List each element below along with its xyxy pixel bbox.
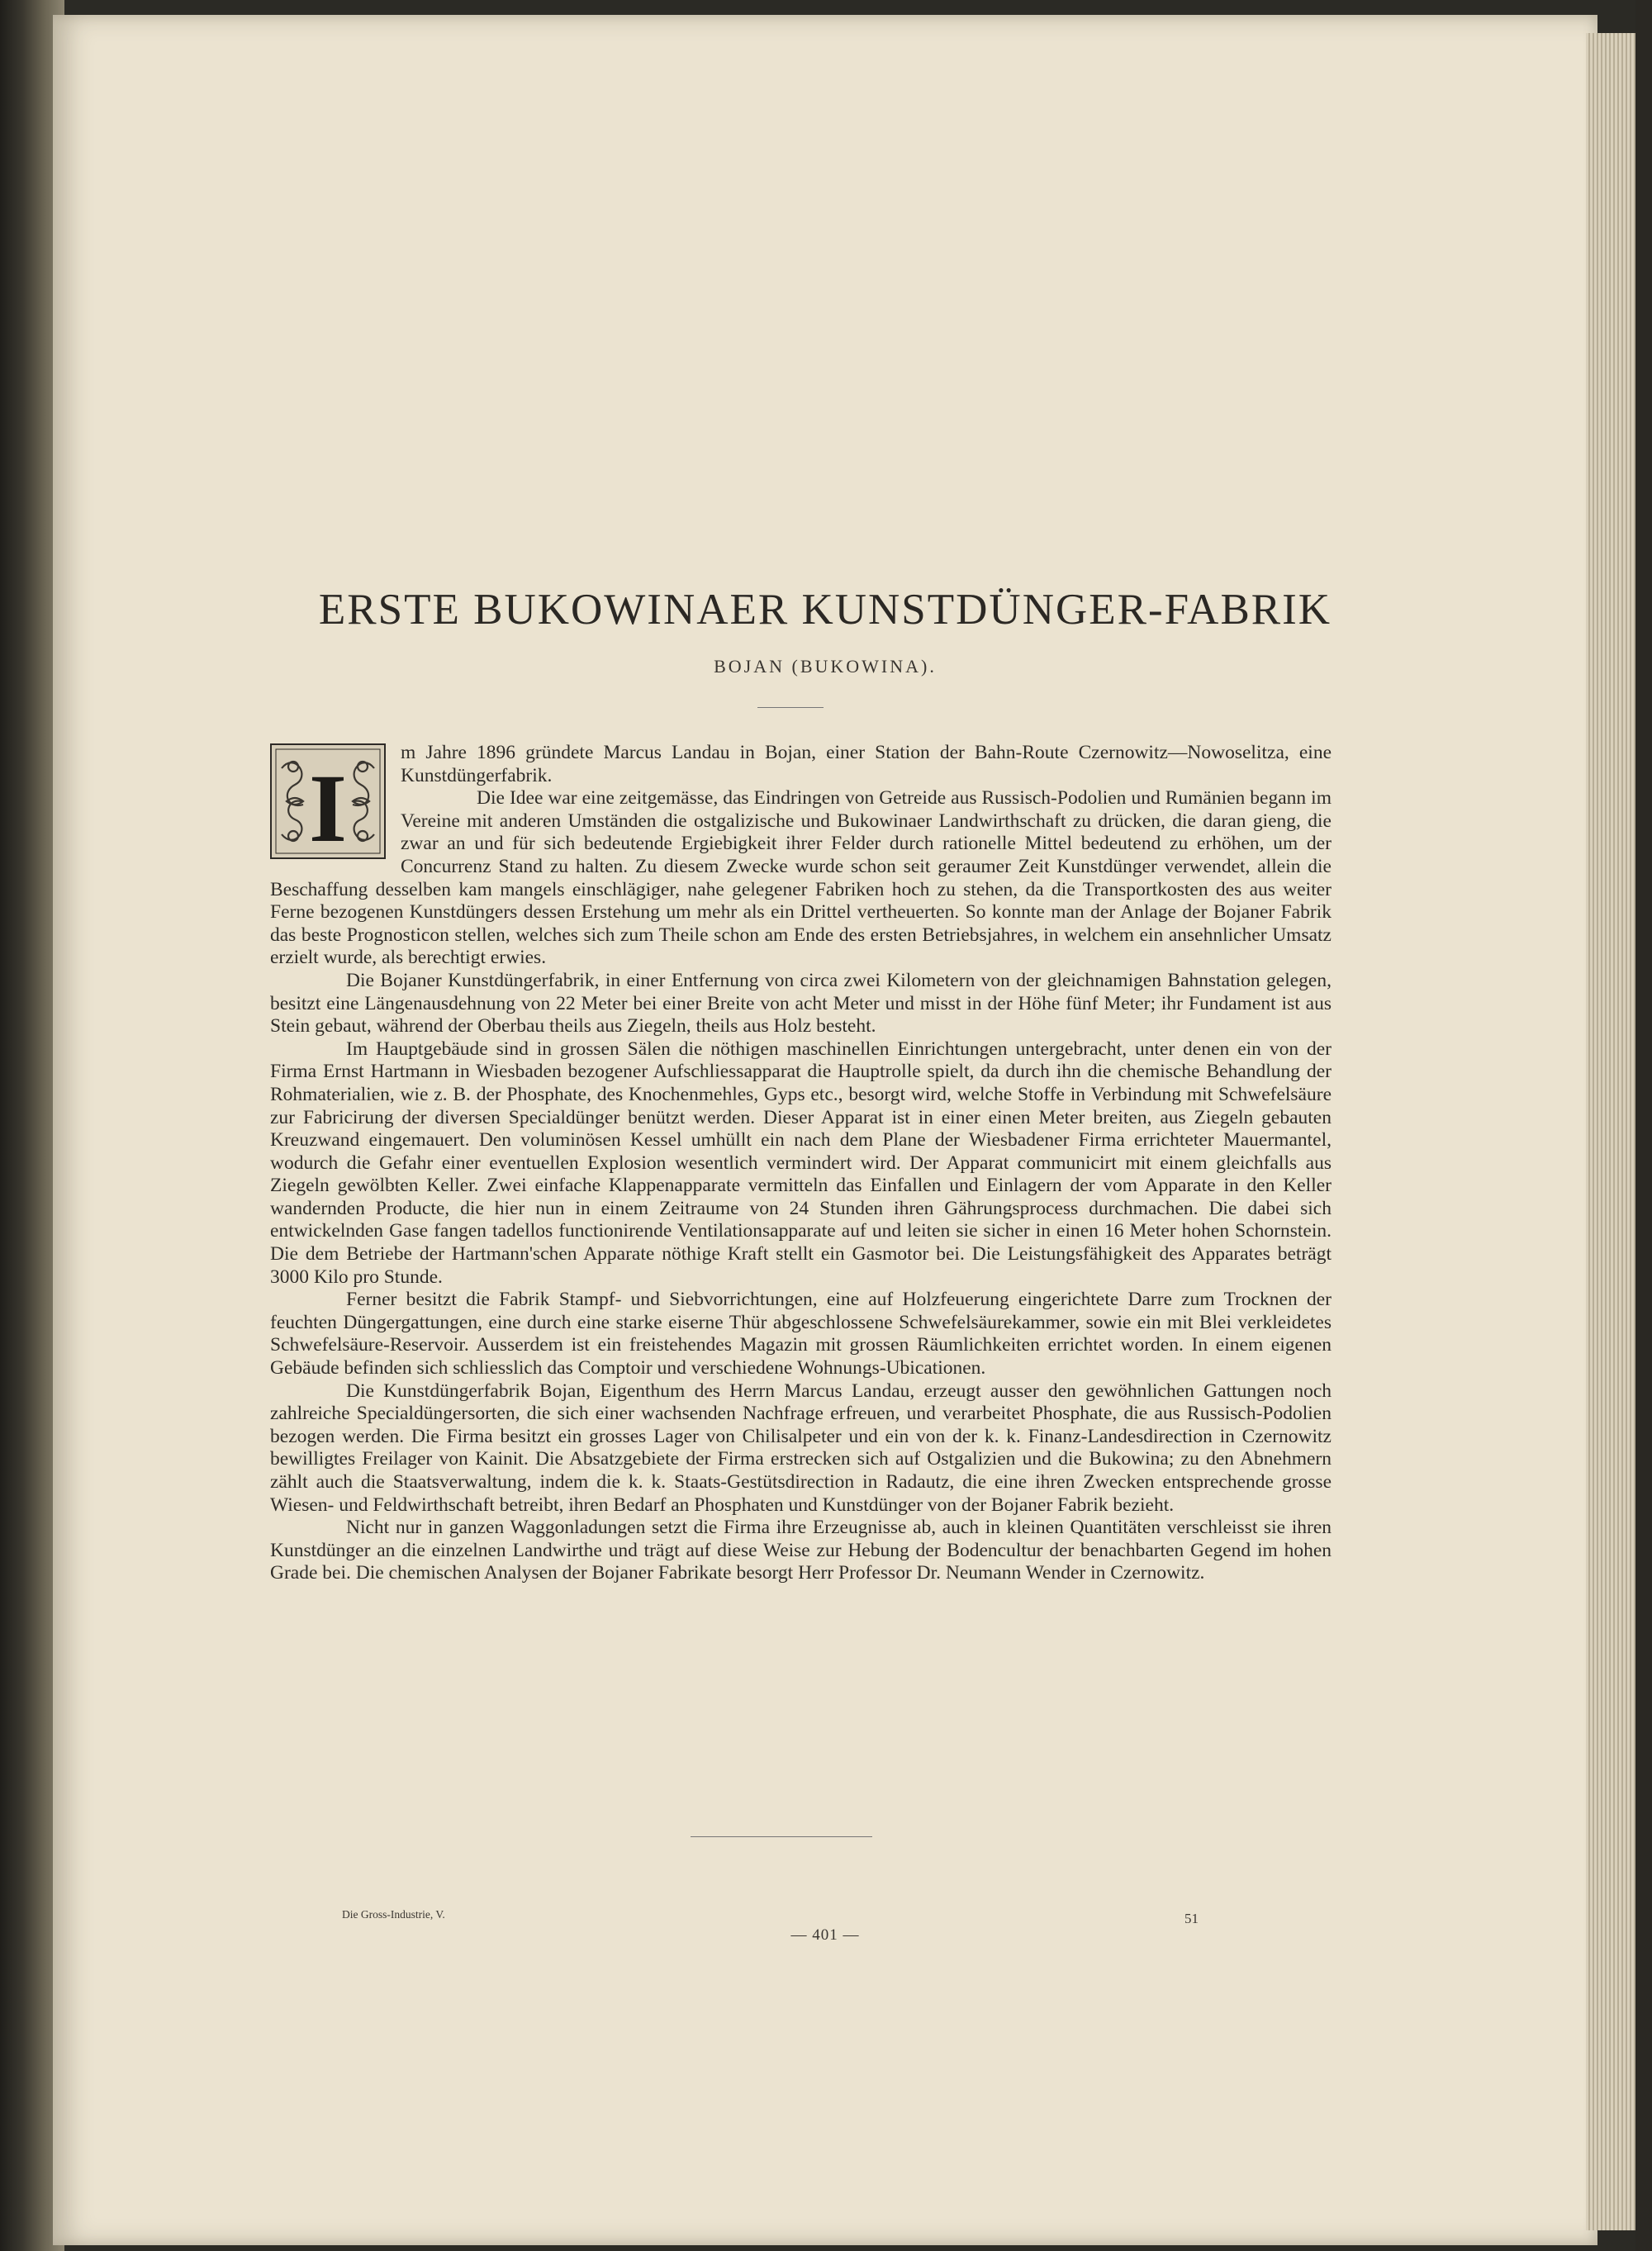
footer-signature: Die Gross-Industrie, V.	[342, 1908, 445, 1921]
ornament-initial-icon	[270, 743, 386, 859]
article-body	[270, 742, 1332, 1585]
book-cover-edge	[1635, 0, 1652, 2251]
initial-letter: I	[309, 754, 347, 859]
page-title: ERSTE BUKOWINAER KUNSTDÜNGER-FABRIK	[318, 586, 1332, 634]
sheet-number: 51	[1184, 1911, 1199, 1926]
paragraph: Im Hauptgebäude sind in grossen Sälen die nöthigen maschinellen Einrichtungen untergebracht, unter denen ein von der Firma Ernst Hartmann in Wiesbaden bezogener Aufschliessapparat die Hauptrolle spielt, da durch ihn die chemische Behandlung der Rohmaterialien, wie z. B. der Phosphate, des Knochenmehles, Gyps etc., besorgt wird, welche Stoffe in Verbindung mit Schwefelsäure zur Fabricirung der diversen Specialdünger benützt werden. Dieser Apparat ist in einer einen Meter breiten, aus Ziegeln gebauten Kreuzwand eingemauert. Den voluminösen Kessel umhüllt ein nach dem Plane der Wiesbadener Firma errichteter Mauermantel, wodurch die Gefahr einer eventuellen Explosion wesentlich vermindert wird. Der Apparat communicirt mit einem gleichfalls aus Ziegeln gewölbten Keller. Zwei einfache Klappenapparate vermitteln das Einfallen und Einlagern der vom Apparate in den Keller wandernden Producte, die hier nun in einem Zeitraume von 24 Stunden ihren Gährungsprocess durchmachen. Die dabei sich entwickelnden Gase fangen tadellos functionirende Ventilationsapparate auf und leiten sie sicher in einen 16 Meter hohen Schornstein. Die dem Betriebe der Hartmann'schen Apparate nöthige Kraft stellt ein Gasmotor bei. Die Leistungsfähigkeit des Apparates beträgt 3000 Kilo pro Stunde.	[270, 1038, 1332, 1288]
paragraph: Die Idee war eine zeitgemässe, das Eindringen von Getreide aus Russisch-Podolien und Rumänien begann im Vereine mit anderen Umständen die ostgalizische und Bukowinaer Landwirthschaft zu drücken, die daran gieng, die zwar an und für sich bedeutende Ergiebigkeit ihrer Felder durch rationelle Mittel bedeutend zu erhöhen, um der Concurrenz Stand zu halten. Zu diesem Zwecke wurde schon seit geraumer Zeit Kunstdünger verwendet, allein die Beschaffung desselben kam mangels einschlägiger, nahe gelegener Fabriken hoch zu stehen, da die Transportkosten des aus weiter Ferne bezogenen Kunstdüngers dessen Erstehung um mehr als ein Drittel vertheuerten. So konnte man der Anlage der Bojaner Fabrik das beste Prognosticon stellen, welches sich zum Theile schon am Ende des ersten Betriebsjahres, in welchem ein ansehnlicher Umsatz erzielt wurde, als berechtigt erwies.	[270, 787, 1332, 969]
page-edges	[1586, 33, 1635, 2230]
end-divider	[691, 1836, 872, 1837]
paragraph: Ferner besitzt die Fabrik Stampf- und Siebvorrichtungen, eine auf Holzfeuerung eingerichtete Darre zum Trocknen der feuchten Düngergattungen, eine durch eine starke eiserne Thür abgeschlossene Schwefelsäurekammer, sowie ein mit Blei verkleidetes Schwefelsäure-Reservoir. Ausserdem ist ein freistehendes Magazin mit grossen Räumlichkeiten errichtet worden. In einem eigenen Gebäude befinden sich schliesslich das Comptoir und verschiedene Wohnungs-Ubicationen.	[270, 1289, 1332, 1380]
page-subtitle: BOJAN (BUKOWINA).	[714, 656, 937, 677]
title-divider	[757, 707, 824, 708]
paragraph: m Jahre 1896 gründete Marcus Landau in Bojan, einer Station der Bahn-Route Czernowitz—Nowoselitza, eine Kunstdüngerfabrik.	[401, 742, 1332, 786]
page-number: — 401 —	[790, 1926, 860, 1944]
paragraph: Nicht nur in ganzen Waggonladungen setzt die Firma ihre Erzeugnisse ab, auch in kleinen Quantitäten verschleisst sie ihren Kunstdünger an die einzelnen Landwirthe und trägt auf diese Weise zur Hebung der Bodencultur der benachbarten Gegend im hohen Grade bei. Die chemischen Analysen der Bojaner Fabrikate besorgt Herr Professor Dr. Neumann Wender in Czernowitz.	[270, 1517, 1332, 1584]
book-page	[53, 15, 1597, 2245]
decorated-initial	[270, 743, 386, 859]
paragraph: Die Bojaner Kunstdüngerfabrik, in einer Entfernung von circa zwei Kilometern von der gleichnamigen Bahnstation gelegen, besitzt eine Längenausdehnung von 22 Meter bei einer Breite von acht Meter und misst in der Höhe fünf Meter; ihr Fundament ist aus Stein gebaut, während der Oberbau theils aus Ziegeln, theils aus Holz besteht.	[270, 969, 1332, 1038]
paragraph: Die Kunstdüngerfabrik Bojan, Eigenthum des Herrn Marcus Landau, erzeugt ausser den gewöhnlichen Gattungen noch zahlreiche Specialdüngersorten, die sich einer wachsenden Nachfrage erfreuen, und verarbeitet Phosphate, die aus Russisch-Podolien bezogen werden. Die Firma besitzt ein grosses Lager von Chilisalpeter und ein von der k. k. Finanz-Landesdirection in Czernowitz bewilligtes Freilager von Kainit. Die Absatzgebiete der Firma erstrecken sich auf Ostgalizien und die Bukowina; zu den Abnehmern zählt auch die Staatsverwaltung, indem die k. k. Staats-Gestütsdirection in Radautz, die eine ihren Zwecken entsprechende grosse Wiesen- und Feldwirthschaft betreibt, ihren Bedarf an Phosphaten und Kunstdünger von der Bojaner Fabrik bezieht.	[270, 1380, 1332, 1516]
